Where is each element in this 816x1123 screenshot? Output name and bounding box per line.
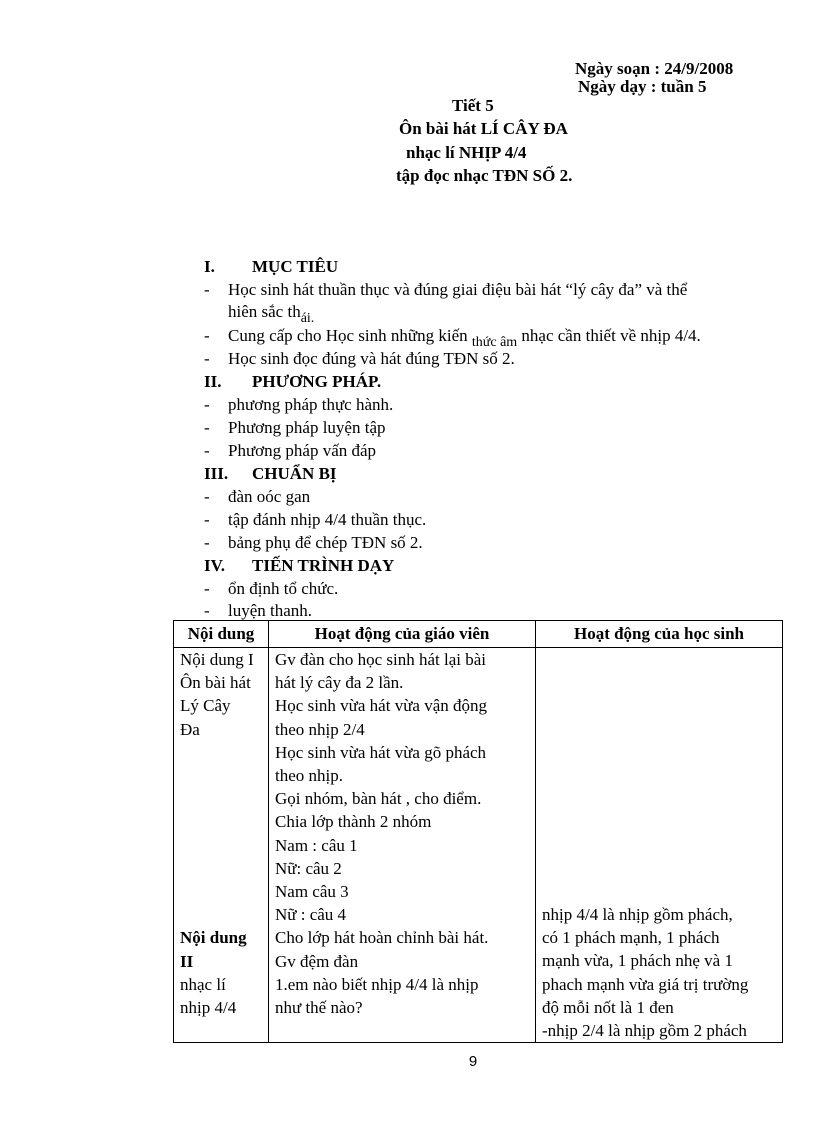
prep-item-3: - bảng phụ để chép TĐN số 2. xyxy=(204,533,423,552)
cell-line: Nam câu 3 xyxy=(275,882,349,902)
section-number: I. xyxy=(204,257,215,276)
objective-text-1a: Học sinh hát thuần thục và đúng giai điệu bài hát “lý cây đa” và thể xyxy=(228,280,688,299)
objective-text-2-sub: thức âm xyxy=(471,335,518,350)
section-title: MỤC TIÊU xyxy=(252,257,339,276)
cell-line: nhịp 4/4 xyxy=(180,997,237,1017)
cell-line: Ôn bài hát xyxy=(180,673,251,693)
objective-text-3: Học sinh đọc đúng và hát đúng TĐN số 2. xyxy=(228,349,515,368)
section-number: III. xyxy=(204,464,229,483)
objective-item-2: - Cung cấp cho Học sinh những kiến $_{thức âm}$ nhạc cần thiết về nhịp 4/4. xyxy=(204,326,701,350)
objective-text-1b: hiên sắc th xyxy=(228,302,301,321)
objective-item-1: - Học sinh hát thuần thục và đúng giai điệu bài hát “lý cây đa” và thể xyxy=(204,280,688,299)
prep-text: bảng phụ để chép TĐN số 2. xyxy=(228,533,423,552)
objective-text-2a: Cung cấp cho Học sinh những kiến xyxy=(228,326,472,345)
student-activity-cell xyxy=(536,648,783,1043)
cell-line: -nhịp 2/4 là nhịp gồm 2 phách xyxy=(542,1021,747,1041)
objective-item-3: - Học sinh đọc đúng và hát đúng TĐN số 2. xyxy=(204,349,515,368)
section-title: CHUẨN BỊ xyxy=(252,464,337,483)
method-item-1: - phương pháp thực hành. xyxy=(204,395,394,414)
objective-text-1-sub: ái. xyxy=(300,311,315,326)
section-heading-2 xyxy=(204,372,381,392)
prep-item-2: - tập đánh nhịp 4/4 thuần thục. xyxy=(204,510,427,529)
cell-line: Chia lớp thành 2 nhóm xyxy=(275,812,432,832)
cell-line: Học sinh vừa hát vừa gõ phách xyxy=(275,742,487,762)
section-title: TIẾN TRÌNH DẠY xyxy=(252,556,395,575)
lesson-plan-table xyxy=(173,620,783,1043)
lesson-number: Tiết 5 xyxy=(452,96,494,115)
cell-line: Nữ : câu 4 xyxy=(275,905,347,925)
cell-line: Đa xyxy=(180,719,200,739)
cell-line: Cho lớp hát hoàn chỉnh bài hát. xyxy=(275,928,489,948)
cell-line: theo nhịp. xyxy=(275,766,343,786)
process-item-1: - ổn định tổ chức. xyxy=(204,579,339,598)
cell-line: phach mạnh vừa giá trị trường xyxy=(542,974,749,994)
cell-line: Nữ: câu 2 xyxy=(275,858,342,878)
cell-line: Nội dung xyxy=(180,928,247,948)
table-header: Nội dung xyxy=(174,621,269,648)
section-number: IV. xyxy=(204,556,225,575)
table-row xyxy=(174,648,783,1043)
section-heading-3 xyxy=(204,464,337,484)
cell-line: Gv đàn cho học sinh hát lại bài xyxy=(275,650,487,669)
prep-item-1: - đàn oóc gan xyxy=(204,487,311,506)
process-item-2: - luyện thanh. xyxy=(204,601,313,620)
title-line-2: nhạc lí NHỊP 4/4 xyxy=(406,143,527,162)
method-text: Phương pháp vấn đáp xyxy=(228,441,377,460)
cell-line: Lý Cây xyxy=(180,696,231,716)
cell-line: Nam : câu 1 xyxy=(275,835,358,855)
prep-text: tập đánh nhịp 4/4 thuần thục. xyxy=(228,510,427,529)
cell-line: Gv đệm đàn xyxy=(275,951,359,971)
date-prepared: Ngày soạn : 24/9/2008 xyxy=(575,59,734,78)
cell-line: Học sinh vừa hát vừa vận động xyxy=(275,696,487,716)
method-text: phương pháp thực hành. xyxy=(228,395,394,414)
cell-line: 1.em nào biết nhịp 4/4 là nhịp xyxy=(275,974,479,994)
date-block xyxy=(575,60,733,96)
prep-text: đàn oóc gan xyxy=(228,487,311,506)
table-header: Hoạt động của giáo viên xyxy=(269,621,536,648)
cell-line: có 1 phách mạnh, 1 phách xyxy=(542,928,720,948)
cell-line: II xyxy=(180,951,194,971)
section-title: PHƯƠNG PHÁP. xyxy=(252,372,382,391)
page-number: 9 xyxy=(468,1053,478,1070)
section-heading-4 xyxy=(204,556,394,576)
cell-line: hát lý cây đa 2 lần. xyxy=(275,673,404,693)
method-item-3: - Phương pháp vấn đáp xyxy=(204,441,377,460)
table-header-row xyxy=(174,621,783,648)
cell-line: độ mỗi nốt là 1 đen xyxy=(542,997,674,1017)
method-item-2: - Phương pháp luyện tập xyxy=(204,418,386,437)
teacher-activity-cell xyxy=(269,648,536,1043)
cell-line: Gọi nhóm, bàn hát , cho điểm. xyxy=(275,789,482,809)
cell-line: mạnh vừa, 1 phách nhẹ và 1 xyxy=(542,951,733,971)
section-number: II. xyxy=(204,372,222,391)
objective-item-1-cont xyxy=(228,302,315,326)
cell-line: nhạc lí xyxy=(180,974,226,994)
date-taught: Ngày dạy : tuần 5 xyxy=(578,77,707,96)
title-line-1: Ôn bài hát LÍ CÂY ĐA xyxy=(399,119,568,138)
process-text: ổn định tổ chức. xyxy=(228,579,339,598)
table-header: Hoạt động của học sinh xyxy=(536,621,783,648)
section-heading-1 xyxy=(204,257,338,277)
title-line-3: tập đọc nhạc TĐN SỐ 2. xyxy=(396,166,573,185)
process-text: luyện thanh. xyxy=(228,601,313,620)
cell-line: theo nhịp 2/4 xyxy=(275,719,365,739)
cell-line: Nội dung I xyxy=(180,650,254,669)
content-cell xyxy=(174,648,269,1043)
objective-text-2b: nhạc cần thiết về nhịp 4/4. xyxy=(517,326,701,345)
method-text: Phương pháp luyện tập xyxy=(228,418,386,437)
cell-line: nhịp 4/4 là nhịp gồm phách, xyxy=(542,905,733,925)
cell-line: như thế nào? xyxy=(275,998,363,1018)
